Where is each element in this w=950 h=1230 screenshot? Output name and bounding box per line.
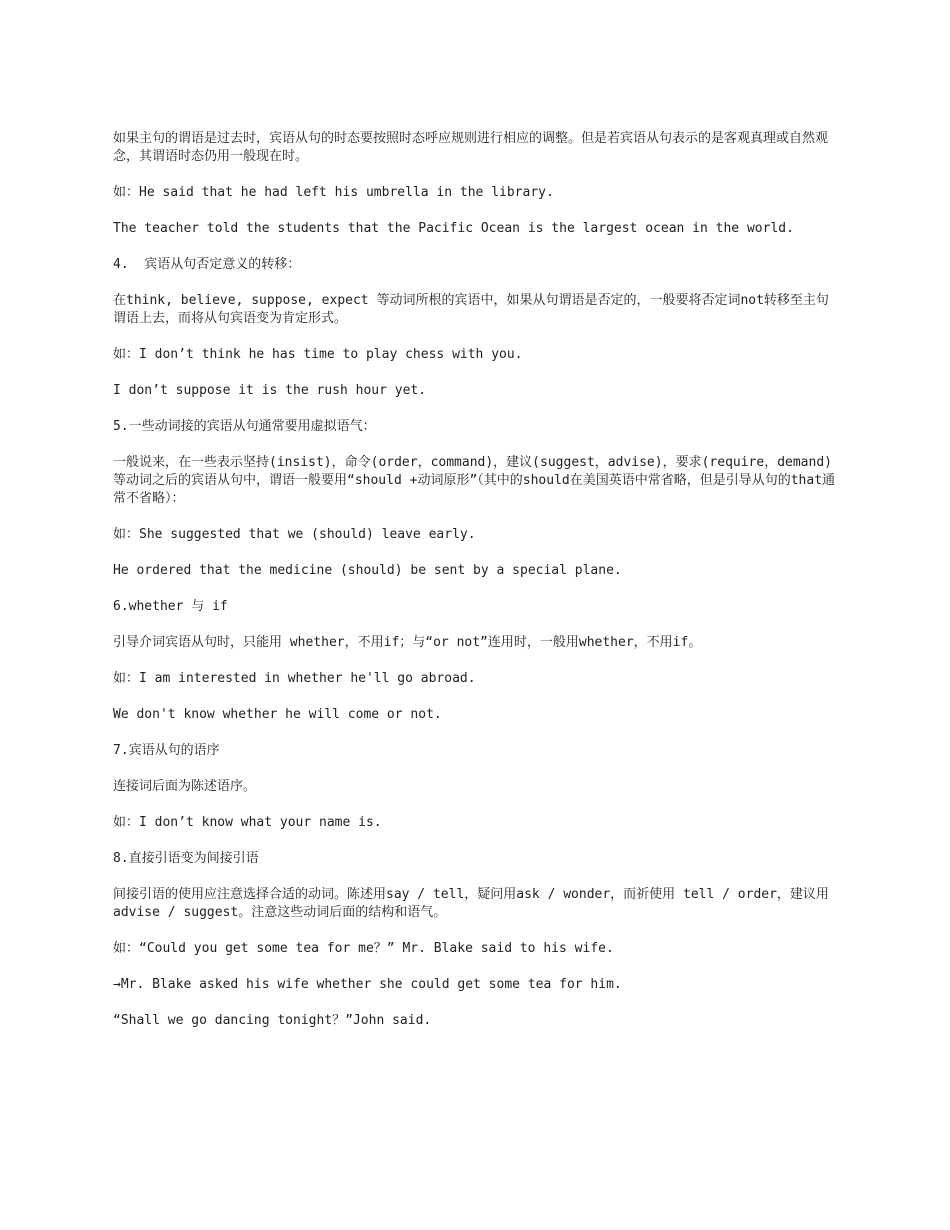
example-umbrella: 如：He said that he had left his umbrella in the library.	[113, 185, 554, 200]
paragraph-subjunctive-rule: 一般说来，在一些表示坚持(insist)，命令(order，command)，建议(suggest，advise)，要求(require，demand) 等动词之后的宾语从句中，谓语一般要用“should +动词原形”（其中的should在美国英语中常省略，但是引导从句的that通常不省略）：	[113, 455, 840, 506]
example-rush-hour: I don’t suppose it is the rush hour yet.	[113, 383, 427, 398]
paragraph-tense-rule: 如果主句的谓语是过去时，宾语从句的时态要按照时态呼应规则进行相应的调整。但是若宾语从句表示的是客观真理或自然观念，其谓语时态仍用一般现在时。	[113, 131, 829, 164]
heading-5-subjunctive: 5.一些动词接的宾语从句通常要用虚拟语气：	[113, 419, 376, 434]
example-come-or-not: We don't know whether he will come or not.	[113, 707, 442, 722]
example-chess: 如：I don’t think he has time to play chess with you.	[113, 347, 523, 362]
example-your-name: 如：I don’t know what your name is.	[113, 815, 382, 830]
heading-4-negation: 4. 宾语从句否定意义的转移：	[113, 257, 301, 272]
example-pacific: The teacher told the students that the Pacific Ocean is the largest ocean in the world.	[113, 221, 794, 236]
example-tea-indirect: →Mr. Blake asked his wife whether she could get some tea for him.	[113, 977, 622, 992]
example-tea-direct: 如：“Could you get some tea for me？” Mr. Blake said to his wife.	[113, 941, 614, 956]
document-body	[113, 130, 838, 1048]
example-medicine: He ordered that the medicine (should) be sent by a special plane.	[113, 563, 622, 578]
paragraph-word-order: 连接词后面为陈述语序。	[113, 779, 257, 794]
paragraph-negation-rule: 在think, believe, suppose, expect 等动词所根的宾语中，如果从句谓语是否定的，一般要将否定词not转移至主句谓语上去，而将从句宾语变为肯定形式。	[113, 293, 829, 326]
heading-8-reported-speech: 8.直接引语变为间接引语	[113, 851, 259, 866]
example-leave-early: 如：She suggested that we (should) leave early.	[113, 527, 476, 542]
heading-7-word-order: 7.宾语从句的语序	[113, 743, 220, 758]
paragraph-reported-speech-rule: 间接引语的使用应注意选择合适的动词。陈述用say / tell，疑问用ask / wonder，而祈使用 tell / order，建议用advise / suggest。注意这些动词后面的结构和语气。	[113, 887, 829, 920]
paragraph-whether-rule: 引导介词宾语从句时，只能用 whether，不用if；与“or not”连用时，一般用whether，不用if。	[113, 635, 702, 650]
example-abroad: 如：I am interested in whether he'll go abroad.	[113, 671, 476, 686]
example-dancing: “Shall we go dancing tonight？”John said.	[113, 1013, 432, 1028]
heading-6-whether-if: 6.whether 与 if	[113, 599, 228, 614]
